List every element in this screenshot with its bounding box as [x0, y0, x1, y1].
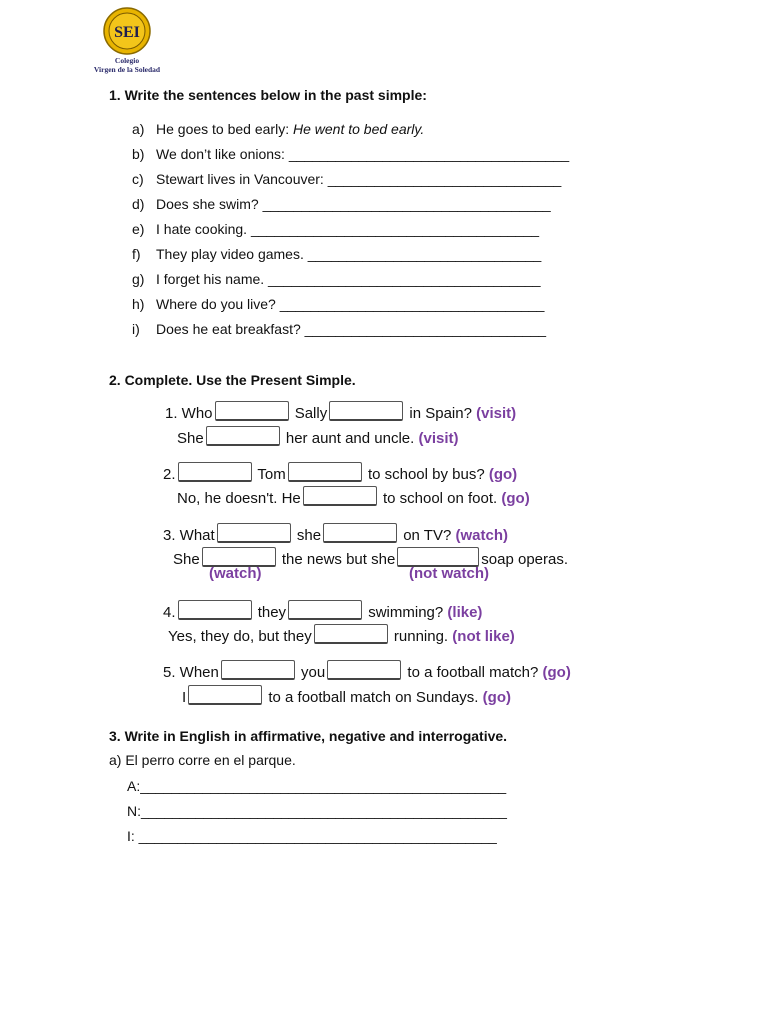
list-item: i) Does he eat breakfast? _______________________________ — [132, 321, 547, 337]
answer-blank[interactable] — [215, 401, 289, 421]
school-logo — [84, 6, 170, 76]
answer-blank[interactable] — [303, 486, 377, 506]
exercise-line: 2. Tom to school by bus? (go) — [163, 462, 517, 483]
verb-hint: (not watch) — [409, 565, 489, 582]
exercise-line: She her aunt and uncle. (visit) — [177, 426, 459, 447]
section3-heading: 3. Write in English in affirmative, negative and interrogative. — [109, 728, 508, 744]
answer-blank[interactable] — [221, 660, 295, 680]
emblem-text: SEI — [114, 24, 140, 41]
answer-blank[interactable] — [314, 624, 388, 644]
answer-line-affirmative[interactable]: A:_______________________________________________ — [127, 778, 507, 794]
exercise-line: Yes, they do, but they running. (not like) — [168, 624, 515, 645]
verb-hint: (watch) — [209, 565, 262, 582]
answer-blank[interactable] — [288, 600, 362, 620]
section1-heading: 1. Write the sentences below in the past simple: — [109, 87, 427, 103]
list-item: f) They play video games. ______________________________ — [132, 246, 542, 262]
list-item: a) He goes to bed early: He went to bed early. — [132, 121, 425, 137]
exercise-line: No, he doesn't. He to school on foot. (go) — [177, 486, 530, 507]
list-item: h) Where do you live? __________________________________ — [132, 296, 545, 312]
exercise-line: She the news but she soap operas. — [173, 547, 568, 568]
exercise-line: 3. What she on TV? (watch) — [163, 523, 508, 544]
school-emblem-icon — [102, 6, 152, 56]
exercise-line: I to a football match on Sundays. (go) — [182, 685, 511, 706]
example-answer: He went to bed early. — [292, 121, 425, 137]
answer-blank[interactable] — [178, 600, 252, 620]
logo-line-1: Colegio — [114, 56, 140, 65]
answer-blank[interactable] — [327, 660, 401, 680]
answer-blank[interactable] — [217, 523, 291, 543]
answer-blank[interactable] — [206, 426, 280, 446]
answer-blank[interactable] — [202, 547, 276, 567]
list-item: c) Stewart lives in Vancouver: ______________________________ — [132, 171, 562, 187]
section2-heading: 2. Complete. Use the Present Simple. — [109, 372, 356, 388]
answer-line-negative[interactable]: N:_______________________________________________ — [127, 803, 507, 819]
answer-line-interrogative[interactable]: I: ______________________________________________ — [127, 828, 497, 844]
answer-blank[interactable] — [397, 547, 479, 567]
exercise-line: 1. Who Sally in Spain? (visit) — [165, 401, 516, 422]
exercise-line: 4. they swimming? (like) — [163, 600, 482, 621]
answer-blank[interactable] — [188, 685, 262, 705]
spanish-sentence: a) El perro corre en el parque. — [109, 752, 296, 768]
exercise-line: 5. When you to a football match? (go) — [163, 660, 571, 681]
list-item: b) We don’t like onions: ____________________________________ — [132, 146, 570, 162]
answer-blank[interactable] — [288, 462, 362, 482]
logo-line-2: Virgen de la Soledad — [93, 65, 161, 74]
list-item: g) I forget his name. ___________________________________ — [132, 271, 541, 287]
answer-blank[interactable] — [178, 462, 252, 482]
answer-blank[interactable] — [329, 401, 403, 421]
list-item: d) Does she swim? _____________________________________ — [132, 196, 551, 212]
list-item: e) I hate cooking. _____________________________________ — [132, 221, 540, 237]
answer-blank[interactable] — [323, 523, 397, 543]
